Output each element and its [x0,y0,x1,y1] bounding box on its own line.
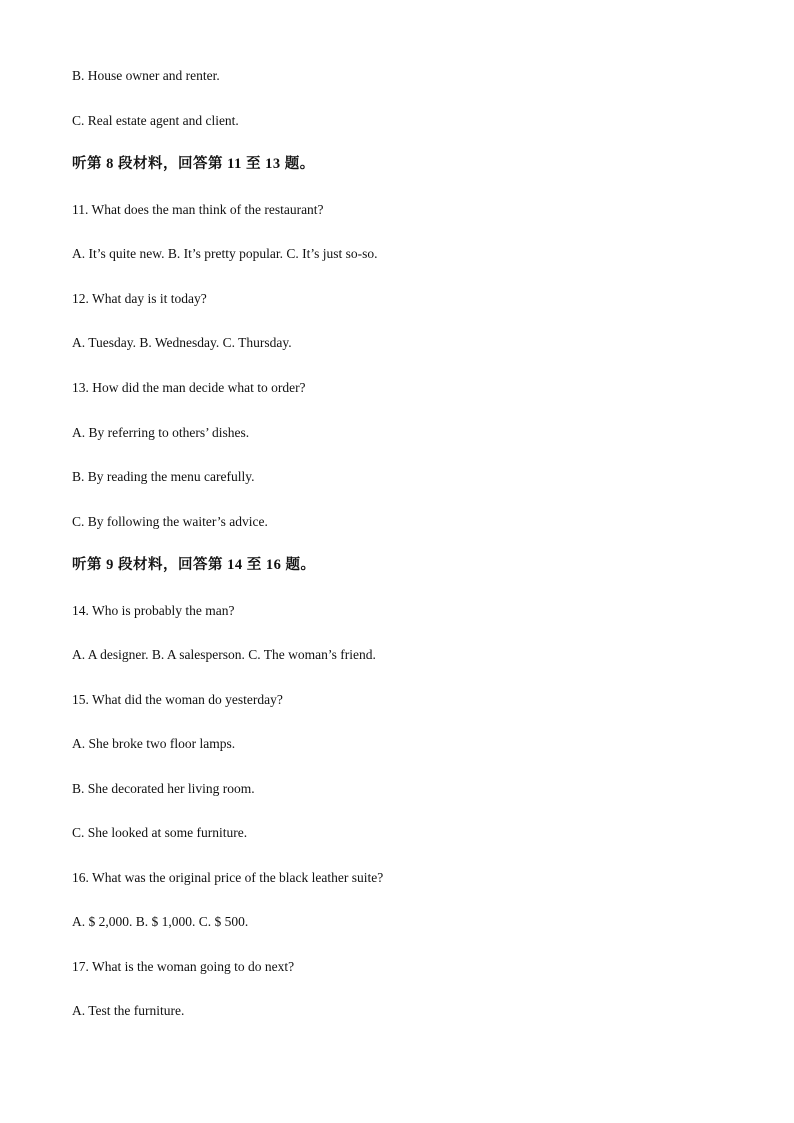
question-17: 17. What is the woman going to do next? [72,959,295,974]
section-heading-passage-9: 听第 9 段材料，回答第 14 至 16 题。 [72,557,316,573]
question-13-option-c: C. By following the waiter’s advice. [72,514,268,529]
question-11: 11. What does the man think of the restaurant? [72,202,324,217]
answer-option-c-section-intro: C. Real estate agent and client. [72,113,239,128]
question-12: 12. What day is it today? [72,291,207,306]
question-15-option-b: B. She decorated her living room. [72,781,255,796]
question-11-options: A. It’s quite new. B. It’s pretty popular. C. It’s just so-so. [72,246,378,261]
question-15-option-c: C. She looked at some furniture. [72,825,248,840]
question-16-options: A. $ 2,000. B. $ 1,000. C. $ 500. [72,914,249,929]
question-13: 13. How did the man decide what to order? [72,380,306,395]
question-12-options: A. Tuesday. B. Wednesday. C. Thursday. [72,335,292,350]
question-17-option-a: A. Test the furniture. [72,1003,185,1018]
answer-option-b-section-intro: B. House owner and renter. [72,68,220,83]
question-16: 16. What was the original price of the black leather suite? [72,870,384,885]
question-15: 15. What did the woman do yesterday? [72,692,283,707]
question-13-option-b: B. By reading the menu carefully. [72,469,255,484]
question-15-option-a: A. She broke two floor lamps. [72,736,236,751]
section-heading-passage-8: 听第 8 段材料，回答第 11 至 13 题。 [72,156,315,172]
question-14-options: A. A designer. B. A salesperson. C. The woman’s friend. [72,647,376,662]
question-14: 14. Who is probably the man? [72,603,235,618]
question-13-option-a: A. By referring to others’ dishes. [72,425,250,440]
